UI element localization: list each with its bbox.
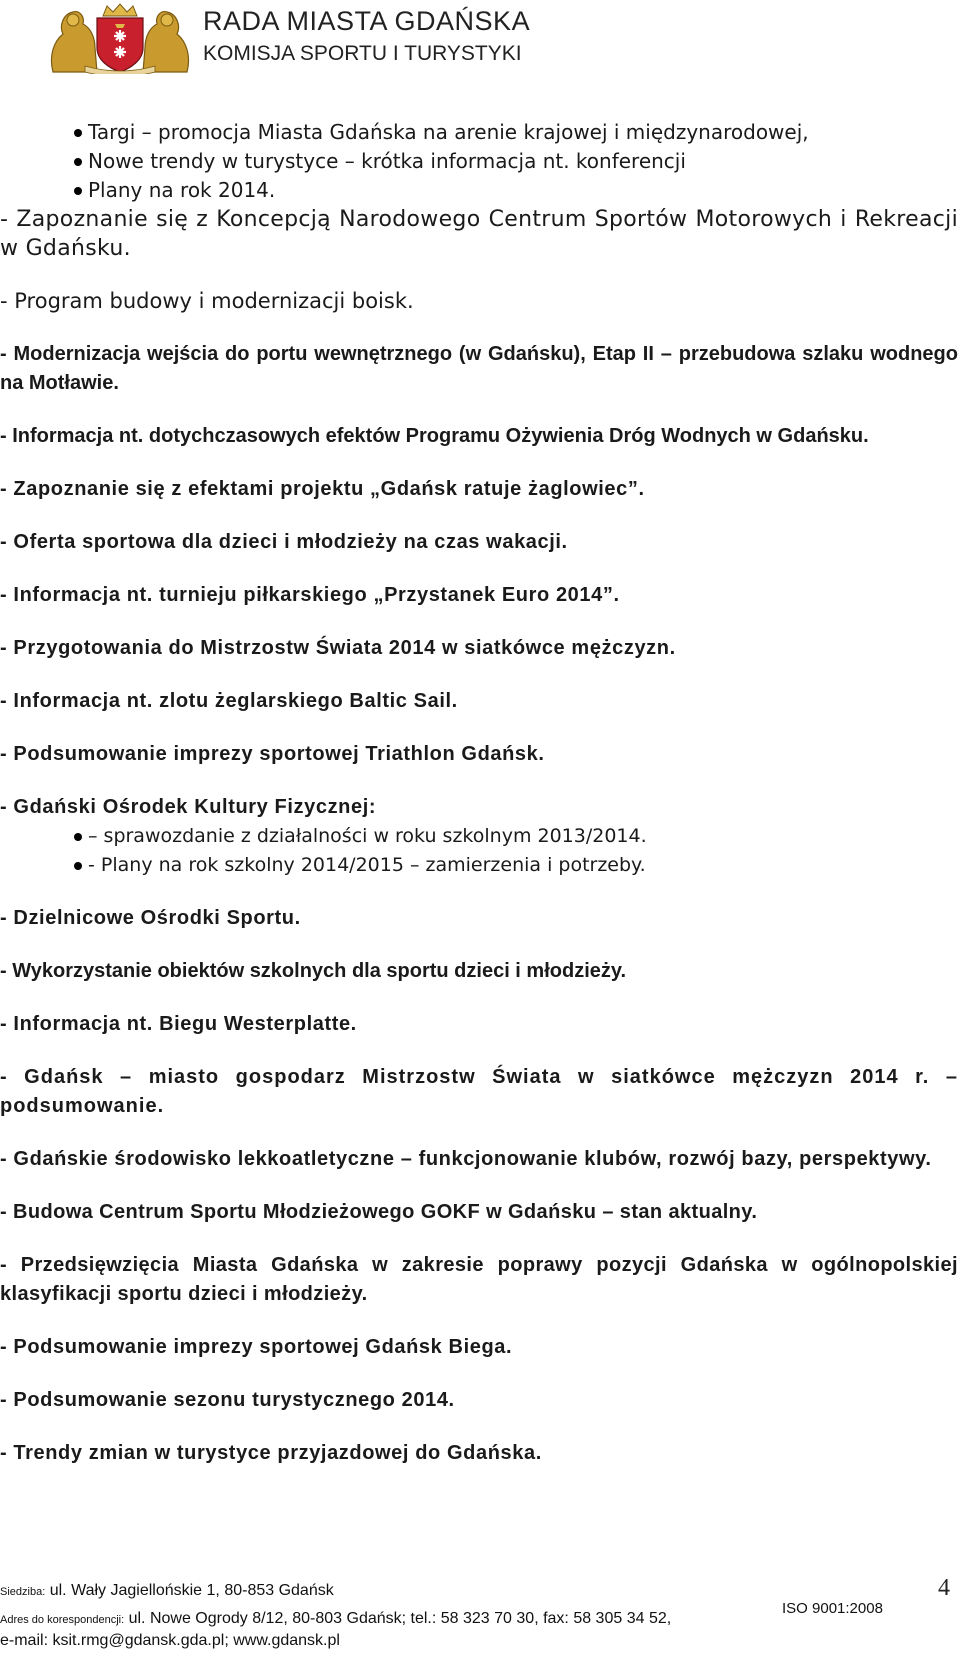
bullet-icon xyxy=(74,862,82,870)
agenda-item: - Gdańskie środowisko lekkoatletyczne – funkcjonowanie klubów, rozwój bazy, perspektywy. xyxy=(0,1148,932,1170)
agenda-item: - Przygotowania do Mistrzostw Świata 2014 w siatkówce mężczyzn. xyxy=(0,637,676,659)
bullet-icon xyxy=(74,187,82,195)
agenda-list xyxy=(0,118,958,1468)
correspondence-address: ul. Nowe Ogrody 8/12, 80-803 Gdańsk; tel.: 58 323 70 30, fax: 58 305 34 52, xyxy=(128,1610,672,1627)
agenda-item: - Podsumowanie imprezy sportowej Gdańsk Biega. xyxy=(0,1336,513,1358)
agenda-item: - Informacja nt. zlotu żeglarskiego Baltic Sail. xyxy=(0,690,458,712)
agenda-item: - Gdański Ośrodek Kultury Fizycznej: xyxy=(0,796,377,818)
seat-address: ul. Wały Jagiellońskie 1, 80-853 Gdańsk xyxy=(49,1582,334,1599)
council-name: RADA MIASTA GDAŃSKA xyxy=(203,6,531,36)
agenda-item: - Oferta sportowa dla dzieci i młodzieży na czas wakacji. xyxy=(0,531,568,553)
commission-name: KOMISJA SPORTU I TURYSTYKI xyxy=(203,42,522,65)
gdansk-coat-of-arms-icon xyxy=(45,2,195,74)
agenda-item: - Przedsięwzięcia Miasta Gdańska w zakresie poprawy pozycji Gdańska w ogólnopolskiej klasyfikacji sportu dzieci i młodzieży. xyxy=(0,1254,958,1305)
list-item: Nowe trendy w turystyce – krótka informacja nt. konferencji xyxy=(0,147,958,176)
list-item: Targi – promocja Miasta Gdańska na arenie krajowej i międzynarodowej, xyxy=(0,118,958,147)
agenda-item: - Budowa Centrum Sportu Młodzieżowego GOKF w Gdańsku – stan aktualny. xyxy=(0,1201,758,1223)
list-item: – sprawozdanie z działalności w roku szkolnym 2013/2014. xyxy=(0,822,958,851)
agenda-item: - Podsumowanie sezonu turystycznego 2014. xyxy=(0,1389,455,1411)
agenda-item: - Modernizacja wejścia do portu wewnętrznego (w Gdańsku), Etap II – przebudowa szlaku wodnego na Motławie. xyxy=(0,343,958,394)
footer-correspondence xyxy=(0,1610,671,1628)
agenda-item: - Informacja nt. Biegu Westerplatte. xyxy=(0,1013,357,1035)
bullet-icon xyxy=(74,129,82,137)
page-number: 4 xyxy=(938,1575,950,1601)
list-item: - Plany na rok szkolny 2014/2015 – zamierzenia i potrzeby. xyxy=(0,851,958,880)
iso-certification: ISO 9001:2008 xyxy=(782,1600,883,1617)
bullet-icon xyxy=(74,833,82,841)
bullet-icon xyxy=(74,158,82,166)
agenda-item: - Podsumowanie imprezy sportowej Triathlon Gdańsk. xyxy=(0,743,545,765)
correspondence-label: Adres do korespondencji: xyxy=(0,1614,125,1626)
letterhead xyxy=(0,0,960,80)
footer-contact: e-mail: ksit.rmg@gdansk.gda.pl; www.gdansk.pl xyxy=(0,1632,340,1649)
seat-label: Siedziba: xyxy=(0,1586,46,1598)
list-item: Plany na rok 2014. xyxy=(0,176,958,205)
agenda-item: - Informacja nt. turnieju piłkarskiego „Przystanek Euro 2014”. xyxy=(0,584,620,606)
agenda-item: - Gdańsk – miasto gospodarz Mistrzostw Świata w siatkówce mężczyzn 2014 r. – podsumowanie. xyxy=(0,1066,958,1117)
agenda-item: - Informacja nt. dotychczasowych efektów Programu Ożywienia Dróg Wodnych w Gdańsku. xyxy=(0,425,869,447)
agenda-item: - Dzielnicowe Ośrodki Sportu. xyxy=(0,907,301,929)
footer xyxy=(0,1582,960,1657)
agenda-item: - Zapoznanie się z Koncepcją Narodowego Centrum Sportów Motorowych i Rekreacji w Gdańsku. xyxy=(0,207,958,261)
agenda-item: - Zapoznanie się z efektami projektu „Gdańsk ratuje żaglowiec”. xyxy=(0,478,645,500)
agenda-item: - Wykorzystanie obiektów szkolnych dla sportu dzieci i młodzieży. xyxy=(0,960,627,982)
agenda-item: - Program budowy i modernizacji boisk. xyxy=(0,289,414,313)
agenda-item: - Trendy zmian w turystyce przyjazdowej do Gdańska. xyxy=(0,1442,542,1464)
footer-seat xyxy=(0,1582,334,1600)
